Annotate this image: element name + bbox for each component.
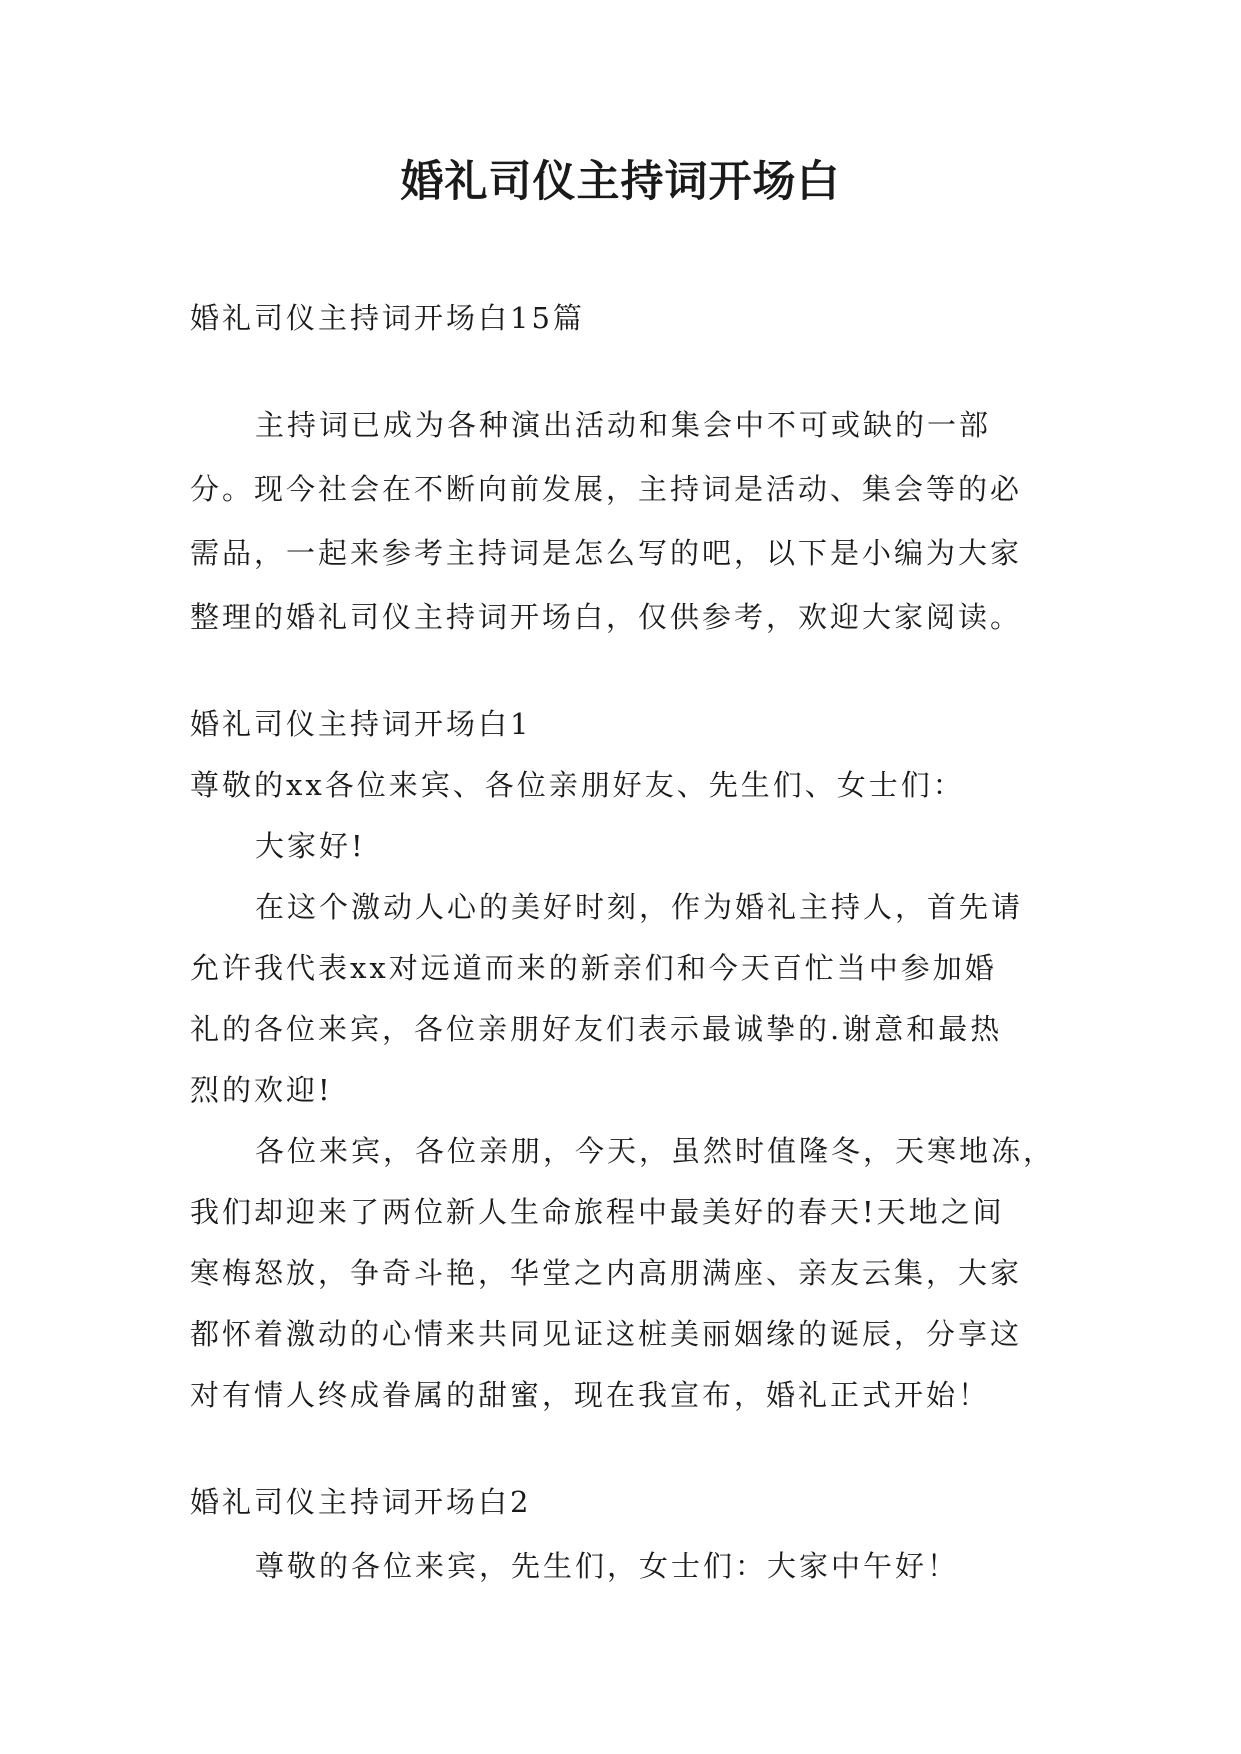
paragraph-line: 烈的欢迎! [190, 1073, 333, 1107]
paragraph-line: 在这个激动人心的美好时刻，作为婚礼主持人，首先请 [255, 890, 1024, 924]
paragraph-line: 对有情人终成眷属的甜蜜，现在我宣布，婚礼正式开始！ [190, 1378, 991, 1412]
intro-line: 需品，一起来参考主持词是怎么写的吧，以下是小编为大家 [190, 536, 1023, 570]
paragraph-line: 都怀着激动的心情来共同见证这桩美丽姻缘的诞辰，分享这 [190, 1317, 1023, 1351]
paragraph-line: 寒梅怒放，争奇斗艳，华堂之内高朋满座、亲友云集，大家 [190, 1256, 1023, 1290]
paragraph-line: 允许我代表xx对远道而来的新亲们和今天百忙当中参加婚 [190, 951, 997, 985]
intro-line: 分。现今社会在不断向前发展，主持词是活动、集会等的必 [190, 472, 1023, 506]
document-subtitle: 婚礼司仪主持词开场白15篇 [190, 301, 585, 335]
paragraph-line: 我们却迎来了两位新人生命旅程中最美好的春天!天地之间 [190, 1195, 1005, 1229]
greeting: 大家好! [255, 829, 366, 863]
paragraph-line: 各位来宾，各位亲朋，今天，虽然时值隆冬，天寒地冻， [255, 1134, 1056, 1168]
section-heading-2: 婚礼司仪主持词开场白2 [190, 1485, 532, 1519]
greeting-2: 尊敬的各位来宾，先生们，女士们：大家中午好！ [255, 1549, 960, 1583]
salutation: 尊敬的xx各位来宾、各位亲朋好友、先生们、女士们： [190, 768, 965, 802]
paragraph-line: 礼的各位来宾，各位亲朋好友们表示最诚挚的.谢意和最热 [190, 1012, 1003, 1046]
section-heading-1: 婚礼司仪主持词开场白1 [190, 707, 532, 741]
document-title: 婚礼司仪主持词开场白 [400, 157, 841, 207]
intro-line: 主持词已成为各种演出活动和集会中不可或缺的一部 [255, 408, 992, 442]
intro-line: 整理的婚礼司仪主持词开场白，仅供参考，欢迎大家阅读。 [190, 600, 1023, 634]
